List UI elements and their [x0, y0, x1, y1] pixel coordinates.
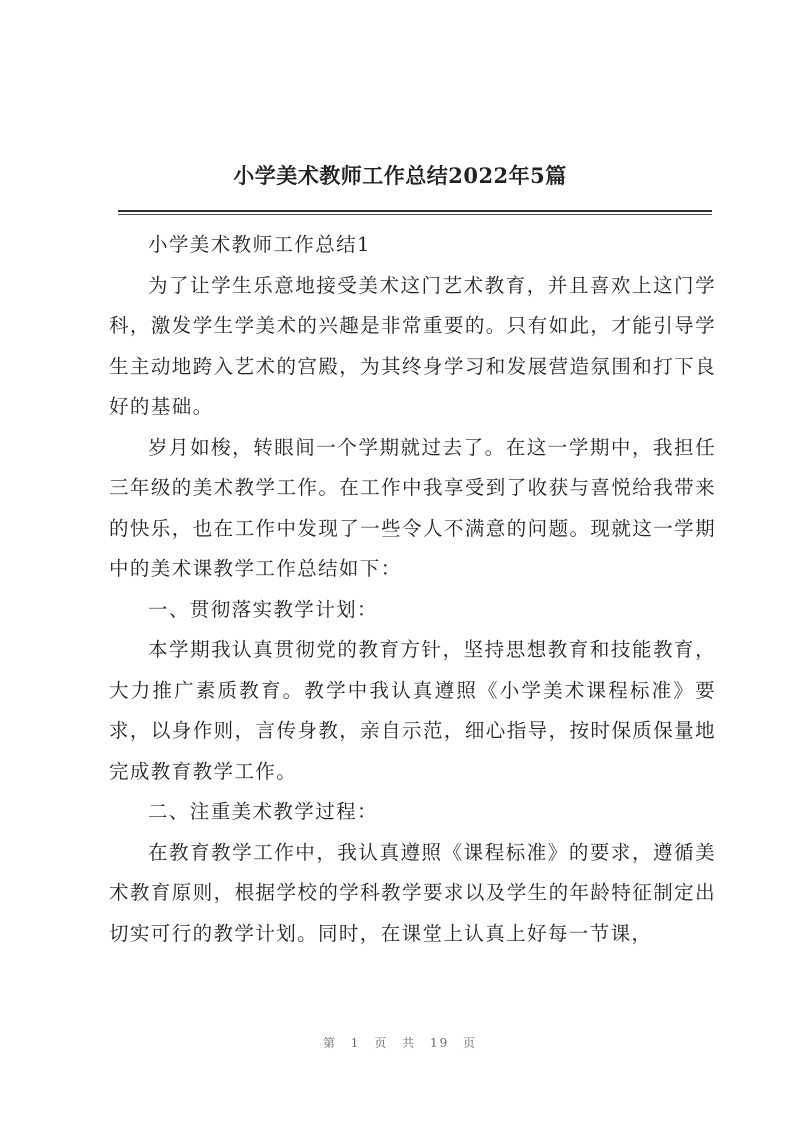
total-label: 共: [402, 1036, 417, 1050]
page-number: 1: [350, 1036, 361, 1050]
paragraph: 在教育教学工作中，我认真遵照《课程标准》的要求，遵循美术教育原则，根据学校的学科教学要求以及学生的年龄特征制定出切实可行的教学计划。同时，在课堂上认真上好每一节课，: [109, 840, 716, 945]
title-divider-thick: [118, 210, 712, 212]
page-footer: [0, 1034, 800, 1051]
section-heading: 一、贯彻落实教学计划：: [148, 597, 378, 621]
page-unit: 页: [374, 1036, 389, 1050]
section-heading: 小学美术教师工作总结1: [148, 233, 371, 256]
page-label: 第: [322, 1036, 337, 1050]
paragraph: 为了让学生乐意地接受美术这门艺术教育，并且喜欢上这门学科，激发学生学美术的兴趣是非常重要的。只有如此，才能引导学生主动地跨入艺术的宫殿，为其终身学习和发展营造氛围和打下良好的基础。: [109, 273, 716, 418]
section-heading: 二、注重美术教学过程：: [148, 800, 378, 823]
total-unit: 页: [463, 1036, 478, 1050]
title-divider-thin: [118, 214, 712, 215]
paragraph: 岁月如梭，转眼间一个学期就过去了。在这一学期中，我担任三年级的美术教学工作。在工作中我享受到了收获与喜悦给我带来的快乐，也在工作中发现了一些令人不满意的问题。现就这一学期中的美术课教学工作总结如下：: [109, 435, 716, 580]
paragraph: 本学期我认真贯彻党的教育方针，坚持思想教育和技能教育，大力推广素质教育。教学中我认真遵照《小学美术课程标准》要求，以身作则，言传身教，亲自示范，细心指导，按时保质保量地完成教育教学工作。: [109, 638, 716, 783]
document-body: [109, 225, 716, 954]
total-pages: 19: [429, 1036, 450, 1050]
document-title: 小学美术教师工作总结2022年5篇: [233, 163, 567, 188]
